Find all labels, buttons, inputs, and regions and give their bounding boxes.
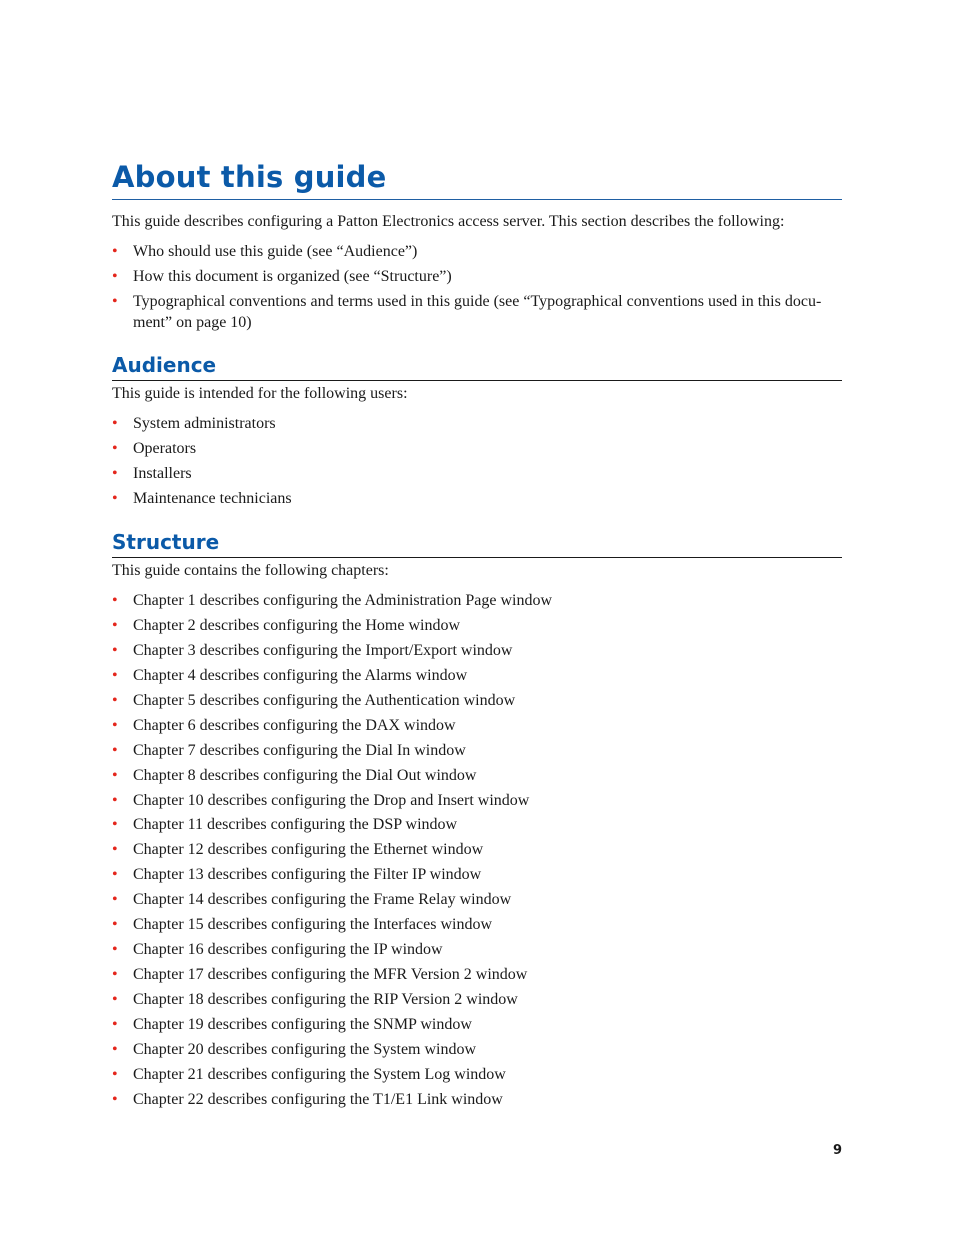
list-item bbox=[112, 889, 842, 910]
list-item-text: Typographical conventions and terms used in this guide (see “Typographical conventions used in this docu- ment” on page 10) bbox=[133, 293, 822, 331]
section-heading-audience: Audience bbox=[112, 350, 842, 381]
list-item bbox=[112, 715, 842, 736]
list-item bbox=[112, 438, 842, 459]
bullet-icon: • bbox=[112, 991, 118, 1008]
list-item-text: Who should use this guide (see “Audience”) bbox=[133, 243, 418, 260]
list-item bbox=[112, 765, 842, 786]
bullet-icon: • bbox=[112, 941, 118, 959]
list-item bbox=[112, 463, 842, 484]
bullet-icon: • bbox=[112, 866, 118, 884]
list-item-text: Operators bbox=[133, 440, 197, 457]
list-item-text: Chapter 17 describes configuring the MFR Version 2 window bbox=[133, 966, 528, 984]
bullet-icon: • bbox=[112, 641, 118, 659]
list-item bbox=[112, 964, 842, 985]
page-title: About this guide bbox=[112, 156, 842, 200]
list-item-text: Chapter 4 describes configuring the Alarms window bbox=[133, 666, 468, 684]
list-item bbox=[112, 740, 842, 761]
bullet-icon: • bbox=[112, 440, 118, 457]
list-item bbox=[112, 914, 842, 935]
list-item-text: Chapter 2 describes configuring the Home window bbox=[133, 616, 461, 634]
bullet-icon: • bbox=[112, 816, 118, 834]
list-item-text: Chapter 5 describes configuring the Authentication window bbox=[133, 691, 516, 709]
bullet-icon: • bbox=[112, 268, 118, 285]
section-heading-structure: Structure bbox=[112, 527, 842, 558]
list-item bbox=[112, 790, 842, 811]
bullet-icon: • bbox=[112, 490, 118, 507]
list-item-text: How this document is organized (see “Structure”) bbox=[133, 268, 452, 285]
structure-chapter-list bbox=[112, 590, 842, 1114]
bullet-icon: • bbox=[112, 891, 118, 909]
list-item-text: Chapter 14 describes configuring the Frame Relay window bbox=[133, 891, 512, 909]
list-item-text: Chapter 3 describes configuring the Import/Export window bbox=[133, 641, 513, 659]
bullet-icon: • bbox=[112, 1040, 118, 1058]
bullet-icon: • bbox=[112, 766, 118, 784]
list-item bbox=[112, 1089, 842, 1110]
list-item-text: Chapter 6 describes configuring the DAX window bbox=[133, 716, 456, 734]
list-item-text: Chapter 16 describes configuring the IP window bbox=[133, 941, 443, 959]
bullet-icon: • bbox=[112, 791, 118, 809]
list-item bbox=[112, 241, 842, 262]
bullet-icon: • bbox=[112, 716, 118, 734]
list-item-text: Chapter 12 describes configuring the Ethernet window bbox=[133, 841, 484, 859]
list-item-text: Chapter 20 describes configuring the System window bbox=[133, 1040, 477, 1058]
list-item bbox=[112, 640, 842, 661]
list-item bbox=[112, 413, 842, 434]
list-item-text: Chapter 7 describes configuring the Dial In window bbox=[133, 741, 466, 759]
bullet-icon: • bbox=[112, 691, 118, 709]
list-item bbox=[112, 839, 842, 860]
list-item bbox=[112, 1039, 842, 1060]
list-item-text: System administrators bbox=[133, 415, 276, 432]
list-item bbox=[112, 690, 842, 711]
list-item-text: Chapter 13 describes configuring the Filter IP window bbox=[133, 866, 482, 884]
list-item bbox=[112, 1064, 842, 1085]
bullet-icon: • bbox=[112, 916, 118, 934]
list-item bbox=[112, 615, 842, 636]
list-item-text: Chapter 11 describes configuring the DSP window bbox=[133, 816, 458, 834]
list-item-text: Chapter 10 describes configuring the Drop and Insert window bbox=[133, 791, 530, 809]
bullet-icon: • bbox=[112, 841, 118, 859]
bullet-icon: • bbox=[112, 293, 118, 310]
intro-bullet-list bbox=[112, 241, 842, 337]
bullet-icon: • bbox=[112, 1090, 118, 1108]
list-item bbox=[112, 814, 842, 835]
list-item-text: Chapter 18 describes configuring the RIP Version 2 window bbox=[133, 991, 518, 1008]
list-item-text: Installers bbox=[133, 465, 192, 482]
bullet-icon: • bbox=[112, 616, 118, 634]
list-item bbox=[112, 488, 842, 509]
page-number: 9 bbox=[832, 1143, 842, 1158]
bullet-icon: • bbox=[112, 1015, 118, 1033]
bullet-icon: • bbox=[112, 1065, 118, 1083]
list-item bbox=[112, 864, 842, 885]
structure-intro: This guide contains the following chapters: bbox=[112, 562, 389, 579]
list-item bbox=[112, 1014, 842, 1035]
list-item-text: Chapter 21 describes configuring the System Log window bbox=[133, 1065, 506, 1083]
audience-intro: This guide is intended for the following users: bbox=[112, 385, 408, 402]
list-item bbox=[112, 291, 842, 333]
list-item bbox=[112, 590, 842, 611]
list-item bbox=[112, 939, 842, 960]
list-item bbox=[112, 665, 842, 686]
audience-list bbox=[112, 413, 842, 513]
list-item-text: Chapter 1 describes configuring the Administration Page window bbox=[133, 592, 553, 609]
bullet-icon: • bbox=[112, 592, 118, 609]
list-item-text: Chapter 15 describes configuring the Interfaces window bbox=[133, 916, 492, 934]
list-item-text: Maintenance technicians bbox=[133, 490, 292, 507]
bullet-icon: • bbox=[112, 966, 118, 984]
intro-paragraph: This guide describes configuring a Patton Electronics access server. This section describes the following: bbox=[112, 213, 785, 230]
list-item-text: Chapter 19 describes configuring the SNMP window bbox=[133, 1015, 472, 1033]
bullet-icon: • bbox=[112, 666, 118, 684]
list-item-text: Chapter 22 describes configuring the T1/E1 Link window bbox=[133, 1090, 503, 1108]
bullet-icon: • bbox=[112, 465, 118, 482]
bullet-icon: • bbox=[112, 243, 118, 260]
bullet-icon: • bbox=[112, 415, 118, 432]
list-item bbox=[112, 989, 842, 1010]
bullet-icon: • bbox=[112, 741, 118, 759]
list-item-text: Chapter 8 describes configuring the Dial Out window bbox=[133, 766, 477, 784]
list-item bbox=[112, 266, 842, 287]
